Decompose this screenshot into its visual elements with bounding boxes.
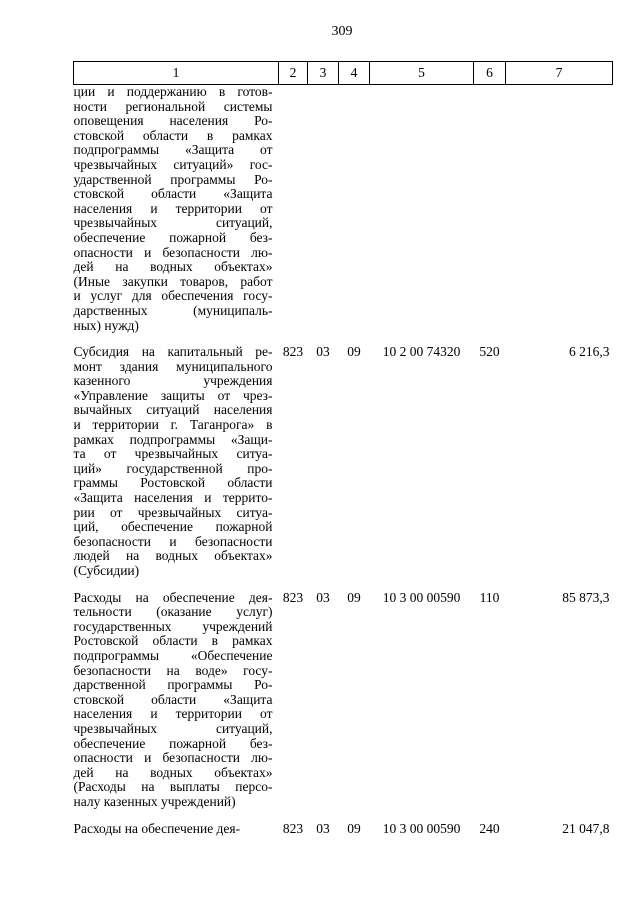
description-line: людей на водных объектах» <box>73 548 273 564</box>
description-line: ударственной программы Ро- <box>73 171 273 187</box>
target-article-cell: 10 3 00 00590 <box>382 589 461 605</box>
description-line: подпрограммы «Защита от <box>73 142 273 158</box>
section-code-cell: 03 <box>316 820 330 836</box>
description-line: обеспечение пожарной без- <box>73 229 273 245</box>
description-line: вычайных ситуаций населения <box>73 402 273 418</box>
column-header-2: 2 <box>279 62 308 85</box>
expense-type-cell: 110 <box>479 589 500 605</box>
description-line: и услуг для обеспечения госу- <box>73 288 273 304</box>
description-line: тельности (оказание услуг) <box>73 604 273 620</box>
section-code-cell: 03 <box>316 344 330 360</box>
description-line: (Расходы на выплаты персо- <box>73 779 273 795</box>
description-line: рии от чрезвычайных ситуа- <box>73 504 273 520</box>
description-line: «Управление защиты от чрез- <box>73 387 273 403</box>
description-line: (Иные закупки товаров, работ <box>73 273 273 289</box>
description-line: чрезвычайных ситуаций, <box>73 215 273 231</box>
ministry-code-cell <box>279 85 308 334</box>
description-line: дарственной программы Ро- <box>73 677 273 693</box>
description-line: Расходы на обеспечение дея- <box>73 820 241 836</box>
table-row <box>74 591 613 810</box>
description-line: Субсидия на капитальный ре- <box>73 344 273 360</box>
row-spacer-cell <box>74 810 613 822</box>
description-line: Расходы на обеспечение дея- <box>73 589 273 605</box>
description-line: граммы Ростовской области <box>73 475 273 491</box>
description-line: «Защита населения и террито- <box>73 490 273 506</box>
budget-table <box>73 61 613 836</box>
description-line: ций» государственной про- <box>73 460 273 476</box>
column-header-1: 1 <box>74 62 279 85</box>
description-line: оповещения населения Ро- <box>73 113 273 129</box>
column-header-3: 3 <box>308 62 339 85</box>
description-cell <box>74 822 279 837</box>
description-line: ций, обеспечение пожарной <box>73 519 273 535</box>
table-header-row <box>74 62 613 85</box>
description-line: и территории г. Таганрога» в <box>73 417 273 433</box>
description-cell <box>74 591 279 810</box>
ministry-code-cell: 823 <box>282 589 304 605</box>
expense-type-cell <box>474 85 506 334</box>
description-line: стовской области «Защита <box>73 691 273 707</box>
description-line: безопасности на воде» госу- <box>73 662 273 678</box>
target-article-cell: 10 3 00 00590 <box>382 820 461 836</box>
table-row <box>74 822 613 837</box>
description-line: безопасности и безопасности <box>73 533 273 549</box>
table-row <box>74 345 613 579</box>
description-line: обеспечение пожарной без- <box>73 735 273 751</box>
description-line: опасности и безопасности лю- <box>73 244 273 260</box>
amount-cell: 21 047,8 <box>562 820 610 836</box>
description-line: населения и территории от <box>73 706 273 722</box>
description-line: опасности и безопасности лю- <box>73 750 273 766</box>
expense-type-cell: 520 <box>479 344 500 360</box>
description-line: государственных учреждений <box>73 618 273 634</box>
row-spacer <box>74 579 613 591</box>
column-header-7: 7 <box>506 62 613 85</box>
amount-cell: 6 216,3 <box>569 344 610 360</box>
ministry-code-cell: 823 <box>282 344 304 360</box>
description-line: ных) нужд) <box>73 317 139 333</box>
page-number: 309 <box>331 24 353 39</box>
description-line: Ростовской области в рамках <box>73 633 273 649</box>
expense-type-cell: 240 <box>479 820 500 836</box>
description-line: та от чрезвычайных ситуа- <box>73 446 273 462</box>
description-line: дей на водных объектах» <box>73 259 273 275</box>
description-line: населения и территории от <box>73 200 273 216</box>
target-article-cell <box>370 85 474 334</box>
description-cell <box>74 345 279 579</box>
description-line: налу казенных учреждений) <box>73 793 236 809</box>
column-header-4: 4 <box>339 62 370 85</box>
description-line: ности региональной системы <box>73 98 273 114</box>
section-code-cell: 03 <box>316 589 330 605</box>
description-line: подпрограммы «Обеспечение <box>73 647 273 663</box>
description-line: чрезвычайных ситуаций, <box>73 720 273 736</box>
subsection-code-cell: 09 <box>347 589 361 605</box>
section-code-cell <box>308 85 339 334</box>
amount-cell: 85 873,3 <box>562 589 610 605</box>
description-cell <box>74 85 279 334</box>
subsection-code-cell <box>339 85 370 334</box>
column-header-6: 6 <box>474 62 506 85</box>
amount-cell <box>506 85 613 334</box>
table-row <box>74 85 613 334</box>
description-line: чрезвычайных ситуаций» гос- <box>73 156 273 172</box>
ministry-code-cell: 823 <box>282 820 304 836</box>
row-spacer-cell <box>74 579 613 591</box>
description-line: дарственных (муниципаль- <box>73 302 273 318</box>
description-line: ции и поддержанию в готов- <box>73 84 273 99</box>
description-line: (Субсидии) <box>73 563 140 578</box>
column-header-5: 5 <box>370 62 474 85</box>
description-line: рамках подпрограммы «Защи- <box>73 431 273 447</box>
table-body <box>74 85 613 837</box>
description-line: монт здания муниципального <box>73 358 273 374</box>
subsection-code-cell: 09 <box>347 344 361 360</box>
description-line: дей на водных объектах» <box>73 764 273 780</box>
target-article-cell: 10 2 00 74320 <box>382 344 461 360</box>
description-line: стовской области в рамках <box>73 127 273 143</box>
row-spacer <box>74 810 613 822</box>
subsection-code-cell: 09 <box>347 820 361 836</box>
description-line: казенного учреждения <box>73 373 273 389</box>
description-line: стовской области «Защита <box>73 186 273 202</box>
